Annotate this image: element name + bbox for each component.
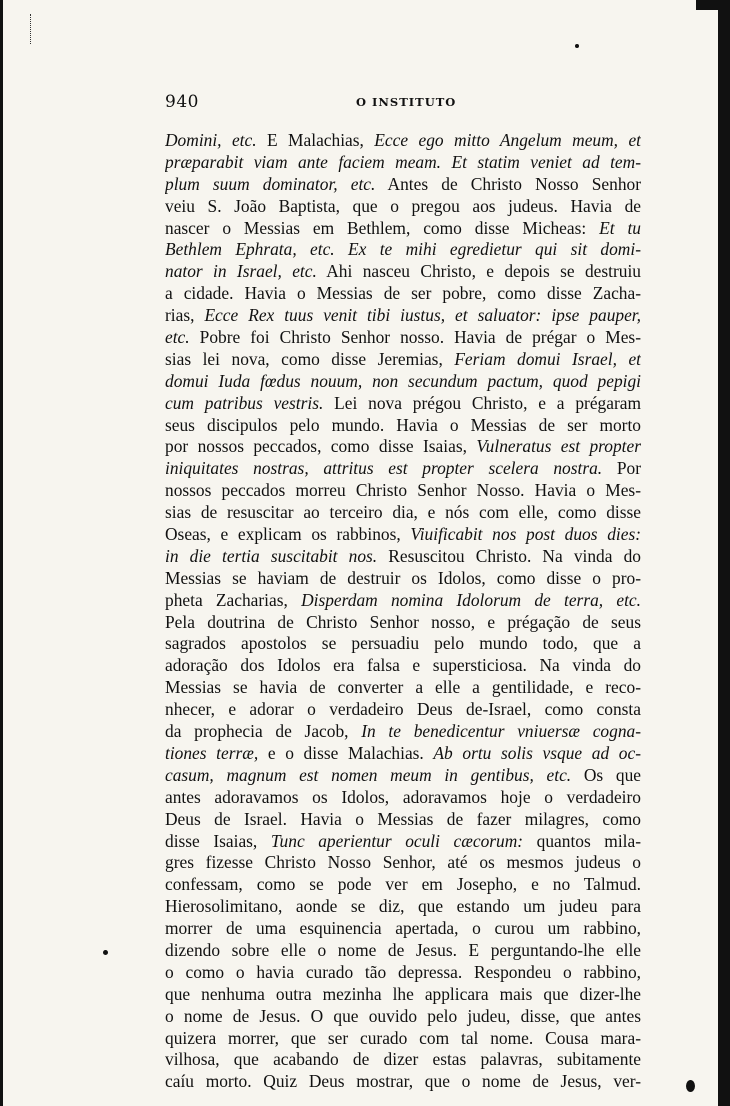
text-line xyxy=(165,458,641,480)
text-line xyxy=(165,327,641,349)
scan-border-left xyxy=(0,0,3,1106)
text-line xyxy=(165,852,641,874)
text-run: antes adoravamos os Idolos, adoravamos hoje o verdadeiro xyxy=(165,786,641,807)
text-line xyxy=(165,809,641,831)
text-run: E Malachias, xyxy=(256,130,375,150)
text-line xyxy=(165,612,641,634)
text-line xyxy=(165,436,641,458)
text-run: rias, xyxy=(165,305,205,326)
latin-quote: Bethlem Ephrata, etc. Ex te mihi egredietur qui sit domi- xyxy=(165,239,641,260)
text-run: caíu morto. Quiz Deus mostrar, que o nome de Jesus, ver- xyxy=(165,1071,641,1092)
text-line xyxy=(165,874,641,896)
text-line xyxy=(165,239,641,261)
text-run: sias lei nova, como disse Jeremias, xyxy=(165,348,455,369)
text-run: que nenhuma outra mezinha lhe applicara mais que dizer-lhe xyxy=(165,983,641,1004)
text-run: nhecer, e adorar o verdadeiro Deus de-Israel, como consta xyxy=(165,699,641,720)
journal-title: O INSTITUTO xyxy=(356,95,457,109)
text-line xyxy=(165,655,641,677)
scan-speck xyxy=(103,950,108,955)
text-run: o como o havia curado tão depressa. Respondeu o rabbino, xyxy=(165,961,641,982)
latin-quote: præparabit viam ante faciem meam. Et statim veniet ad tem- xyxy=(165,151,641,172)
latin-quote: cum patribus vestris. xyxy=(165,392,324,413)
text-run: Lei nova prégou Christo, e a prégaram xyxy=(323,392,641,413)
text-run: seus discipulos pelo mundo. Havia o Messias de ser morto xyxy=(165,414,641,435)
text-line xyxy=(165,831,641,853)
text-line xyxy=(165,502,641,524)
text-run: gres fizesse Christo Nosso Senhor, até os mesmos judeus o xyxy=(165,852,641,873)
latin-quote: plum suum dominator, etc. xyxy=(165,173,376,194)
text-line xyxy=(165,174,641,196)
text-run: nascer o Messias em Bethlem, como disse Micheas: xyxy=(165,217,600,238)
text-run: o nome de Jesus. O que ouvido pelo judeu, disse, que antes xyxy=(165,1005,641,1026)
scan-speck xyxy=(575,44,579,48)
latin-quote: tiones terræ, xyxy=(165,742,259,763)
text-run: nossos peccados morreu Christo Senhor Nosso. Havia o Mes- xyxy=(165,480,641,501)
text-run: Os que xyxy=(571,764,641,785)
text-line xyxy=(165,1028,641,1050)
text-run: Ahi nasceu Christo, e depois se destruiu xyxy=(316,261,641,282)
scan-border-top-right xyxy=(696,0,730,10)
page-number: 940 xyxy=(165,92,199,112)
text-line xyxy=(165,152,641,174)
text-line xyxy=(165,962,641,984)
latin-quote: Ecce Rex tuus venit tibi iustus, et saluator: ipse pauper, xyxy=(204,305,641,326)
text-run: Deus de Israel. Havia o Messias de fazer milagres, como xyxy=(165,808,641,829)
latin-quote: Ecce ego mitto Angelum meum, et xyxy=(374,130,641,150)
latin-quote: casum, magnum est nomen meum in gentibus, etc. xyxy=(165,764,572,785)
latin-quote: Disperdam nomina Idolorum de terra, etc. xyxy=(301,589,641,610)
text-line xyxy=(165,305,641,327)
text-run: e o disse Malachias. xyxy=(258,742,434,763)
text-line xyxy=(165,130,641,152)
text-run: pheta Zacharias, xyxy=(165,589,302,610)
text-line xyxy=(165,765,641,787)
text-line xyxy=(165,371,641,393)
text-line xyxy=(165,1006,641,1028)
latin-quote: nator in Israel, etc. xyxy=(165,261,317,282)
scan-speck xyxy=(686,1080,695,1092)
text-run: Oseas, e explicam os rabbinos, xyxy=(165,524,411,545)
text-run: Messias se haviam de destruir os Idolos, como disse o pro- xyxy=(165,567,641,588)
text-run: adoração dos Idolos era falsa e supersticiosa. Na vinda do xyxy=(165,655,641,676)
scan-tick-marks xyxy=(30,14,35,44)
text-line xyxy=(165,984,641,1006)
text-line xyxy=(165,677,641,699)
text-line xyxy=(165,349,641,371)
text-run: sagrados apostolos se persuadiu pelo mundo todo, que a xyxy=(165,633,641,654)
text-line xyxy=(165,633,641,655)
text-line xyxy=(165,1071,641,1093)
text-run: quizera morrer, que ser curado com tal nome. Cousa mara- xyxy=(165,1027,641,1048)
latin-quote: etc. xyxy=(165,327,190,348)
latin-quote: Domini, etc. xyxy=(165,130,257,150)
text-line xyxy=(165,940,641,962)
text-line xyxy=(165,546,641,568)
text-run: a cidade. Havia o Messias de ser pobre, como disse Zacha- xyxy=(165,283,641,304)
scan-border-right xyxy=(718,0,730,1106)
latin-quote: iniquitates nostras, attritus est propter scelera nostra. xyxy=(165,458,603,479)
text-run: Antes de Christo Nosso Senhor xyxy=(375,173,641,194)
text-line xyxy=(165,787,641,809)
text-run: Messias se havia de converter a elle a gentilidade, e reco- xyxy=(165,677,641,698)
body-text xyxy=(165,130,641,1093)
text-run: Por xyxy=(602,458,641,479)
text-run: Pobre foi Christo Senhor nosso. Havia de prégar o Mes- xyxy=(189,327,641,348)
text-line xyxy=(165,218,641,240)
text-line xyxy=(165,590,641,612)
latin-quote: Et tu xyxy=(599,217,641,238)
text-run: da prophecia de Jacob, xyxy=(165,721,362,742)
latin-quote: in die tertia suscitabit nos. xyxy=(165,545,378,566)
latin-quote: Feriam domui Israel, et xyxy=(454,348,641,369)
text-run: confessam, como se pode ver em Josepho, e no Talmud. xyxy=(165,874,641,895)
text-line xyxy=(165,524,641,546)
text-run: disse Isaias, xyxy=(165,830,271,851)
text-line xyxy=(165,918,641,940)
text-line xyxy=(165,261,641,283)
text-line xyxy=(165,568,641,590)
latin-quote: Vulneratus est propter xyxy=(476,436,641,457)
text-line xyxy=(165,896,641,918)
latin-quote: Tunc aperientur oculi cæcorum: xyxy=(270,830,524,851)
text-run: morrer de uma esquinencia apertada, o curou um rabbino, xyxy=(165,918,641,939)
latin-quote: Ab ortu solis vsque ad oc- xyxy=(433,742,641,763)
latin-quote: domui Iuda fœdus nouum, non secundum pactum, quod pepigi xyxy=(165,370,641,391)
text-line xyxy=(165,415,641,437)
text-run: veiu S. João Baptista, que o pregou aos judeus. Havia de xyxy=(165,195,641,216)
text-line xyxy=(165,480,641,502)
text-run: Hierosolimitano, aonde se diz, que estando um judeu para xyxy=(165,896,641,917)
text-line xyxy=(165,283,641,305)
text-run: dizendo sobre elle o nome de Jesus. E perguntando-lhe elle xyxy=(165,939,641,960)
latin-quote: Viuificabit nos post duos dies: xyxy=(410,524,641,545)
text-line xyxy=(165,699,641,721)
text-run: Pela doutrina de Christo Senhor nosso, e prégação de seus xyxy=(165,611,641,632)
latin-quote: In te benedicentur vniuersæ cogna- xyxy=(361,721,641,742)
text-line xyxy=(165,1049,641,1071)
text-line xyxy=(165,196,641,218)
text-line xyxy=(165,393,641,415)
text-run: por nossos peccados, como disse Isaias, xyxy=(165,436,477,457)
text-run: sias de resuscitar ao terceiro dia, e nós com elle, como disse xyxy=(165,502,641,523)
text-line xyxy=(165,743,641,765)
text-run: Resuscitou Christo. Na vinda do xyxy=(377,545,641,566)
text-run: vilhosa, que acabando de dizer estas palavras, subitamente xyxy=(165,1049,641,1070)
text-line xyxy=(165,721,641,743)
text-run: quantos mila- xyxy=(523,830,641,851)
running-head xyxy=(165,92,641,116)
